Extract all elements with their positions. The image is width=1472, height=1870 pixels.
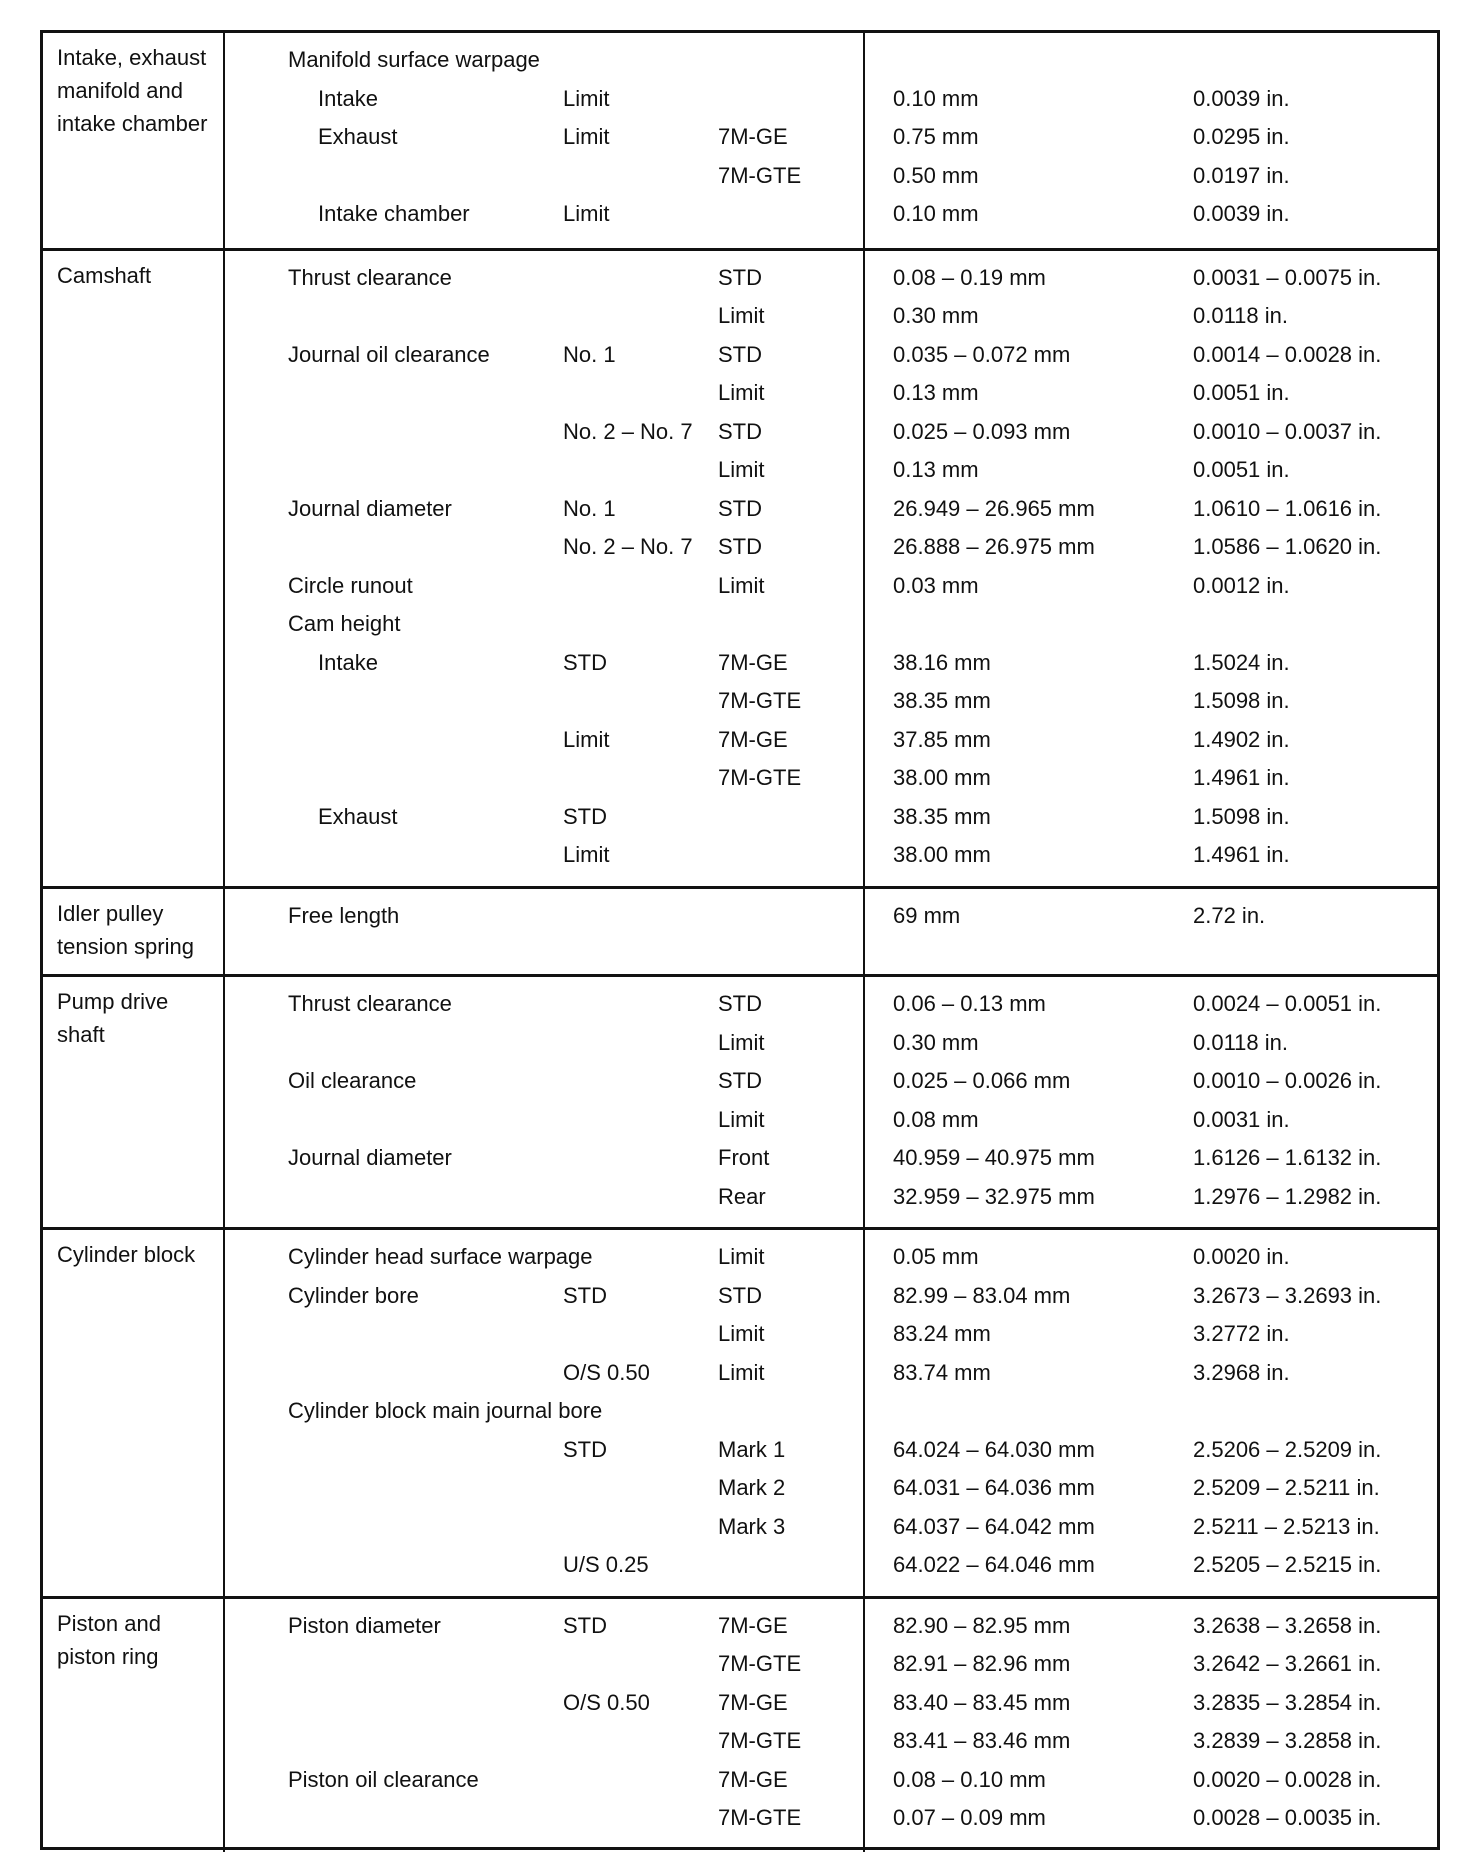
spec-item: Exhaust [318,124,398,149]
value-inch: 0.0012 in. [1193,572,1290,598]
section [43,886,1437,978]
value-mm: 38.00 mm [893,842,991,867]
value-inch: 1.0610 – 1.0616 in. [1193,495,1382,521]
value-mm: 82.90 – 82.95 mm [893,1612,1071,1638]
spec-subitem: STD [563,803,607,829]
section-label: Piston and piston ring [57,1610,161,1669]
spec-condition: Mark 3 [718,1513,786,1539]
spec-item: Piston oil clearance [288,1766,479,1792]
spec-subitem: No. 1 [563,495,616,521]
section [43,974,1437,1230]
value-inch: 1.5024 in. [1193,649,1290,675]
value-mm: 0.06 – 0.13 mm [893,991,1046,1016]
spec-condition: Limit [718,457,765,482]
value-inch: 0.0197 in. [1193,162,1290,188]
value-inch: 0.0020 in. [1193,1244,1290,1269]
value-mm: 64.031 – 64.036 mm [893,1475,1095,1500]
value-mm: 0.10 mm [893,85,979,111]
value-mm: 0.03 mm [893,572,979,598]
spec-item: Intake [318,85,378,111]
value-inch: 0.0014 – 0.0028 in. [1193,341,1382,367]
value-mm: 38.35 mm [893,803,991,829]
spec-item: Thrust clearance [288,991,452,1016]
spec-condition: STD [718,418,762,444]
spec-item: Cylinder block main journal bore [288,1398,603,1423]
spec-row [43,569,1437,607]
value-mm: 0.07 – 0.09 mm [893,1805,1046,1830]
spec-condition: 7M-GE [718,726,788,752]
value-mm: 83.41 – 83.46 mm [893,1728,1071,1753]
spec-subitem: Limit [563,201,610,226]
spec-row [43,453,1437,491]
value-mm: 37.85 mm [893,726,991,752]
spec-row [43,1471,1437,1509]
value-inch: 0.0031 in. [1193,1106,1290,1132]
value-inch: 0.0028 – 0.0035 in. [1193,1805,1382,1830]
spec-condition: 7M-GE [718,1612,788,1638]
spec-condition: 7M-GE [718,649,788,675]
spec-condition: 7M-GTE [718,688,802,713]
spec-row [43,492,1437,530]
spec-subitem: Limit [563,124,610,149]
spec-condition: Limit [718,572,765,598]
value-mm: 0.50 mm [893,162,979,188]
value-inch: 0.0010 – 0.0026 in. [1193,1068,1382,1093]
spec-row [43,646,1437,684]
spec-condition: STD [718,264,762,290]
spec-condition: Limit [718,303,765,328]
spec-table [40,30,1440,1850]
value-mm: 38.35 mm [893,688,991,713]
value-mm: 38.00 mm [893,765,991,790]
spec-row [43,82,1437,120]
spec-condition: Limit [718,1359,765,1385]
spec-row [43,1433,1437,1471]
value-mm: 0.025 – 0.066 mm [893,1068,1071,1093]
spec-subitem: STD [563,1436,607,1462]
spec-row [43,1548,1437,1586]
value-inch: 3.2968 in. [1193,1359,1290,1385]
value-inch: 3.2673 – 3.2693 in. [1193,1282,1382,1308]
spec-item: Cylinder head surface warpage [288,1244,593,1269]
spec-condition: Limit [718,1029,765,1055]
spec-row [43,761,1437,799]
spec-row [43,1026,1437,1064]
spec-row [43,1279,1437,1317]
value-mm: 64.037 – 64.042 mm [893,1513,1095,1539]
value-inch: 3.2835 – 3.2854 in. [1193,1689,1382,1715]
value-inch: 0.0051 in. [1193,457,1290,482]
spec-row [43,120,1437,158]
section-label: Cylinder block [57,1242,196,1267]
value-mm: 0.035 – 0.072 mm [893,341,1071,367]
spec-subitem: O/S 0.50 [563,1689,650,1715]
value-mm: 82.99 – 83.04 mm [893,1282,1071,1308]
value-mm: 26.888 – 26.975 mm [893,534,1095,559]
section [43,33,1437,248]
value-inch: 1.6126 – 1.6132 in. [1193,1145,1382,1170]
value-inch: 3.2638 – 3.2658 in. [1193,1612,1382,1638]
spec-row [43,838,1437,876]
value-mm: 40.959 – 40.975 mm [893,1145,1095,1170]
spec-item: Free length [288,902,400,928]
spec-subitem: No. 2 – No. 7 [563,534,693,559]
spec-row [43,1801,1437,1839]
spec-row [43,530,1437,568]
value-inch: 0.0020 – 0.0028 in. [1193,1766,1382,1792]
value-mm: 0.025 – 0.093 mm [893,418,1071,444]
value-inch: 0.0010 – 0.0037 in. [1193,418,1382,444]
spec-row [43,684,1437,722]
value-inch: 2.5209 – 2.5211 in. [1193,1475,1380,1500]
spec-condition: Limit [718,1244,765,1269]
spec-row [43,899,1437,937]
spec-item: Manifold surface warpage [288,47,540,72]
section-label: Pump drive shaft [57,989,169,1047]
spec-condition: STD [718,991,762,1016]
spec-item: Journal oil clearance [288,341,490,367]
value-inch: 0.0295 in. [1193,124,1290,149]
value-inch: 2.5206 – 2.5209 in. [1193,1436,1382,1462]
value-mm: 0.75 mm [893,124,979,149]
value-mm: 82.91 – 82.96 mm [893,1651,1071,1676]
spec-item: Intake chamber [318,201,470,226]
spec-condition: STD [718,1282,762,1308]
spec-row [43,800,1437,838]
spec-item: Oil clearance [288,1068,417,1093]
value-inch: 0.0118 in. [1193,1029,1289,1055]
value-mm: 83.74 mm [893,1359,991,1385]
value-inch: 2.5205 – 2.5215 in. [1193,1552,1382,1577]
value-mm: 0.30 mm [893,303,979,328]
value-mm: 0.13 mm [893,457,979,482]
spec-condition: STD [718,341,762,367]
spec-item: Journal diameter [288,495,452,521]
spec-condition: Limit [718,1321,765,1346]
value-mm: 0.13 mm [893,380,979,405]
spec-row [43,723,1437,761]
value-inch: 0.0118 in. [1193,303,1289,328]
section-label: Idler pulley tension spring [57,900,194,959]
spec-subitem: Limit [563,85,610,111]
spec-row [43,1103,1437,1141]
value-inch: 3.2642 – 3.2661 in. [1193,1651,1382,1676]
value-inch: 0.0031 – 0.0075 in. [1193,264,1382,290]
spec-item: Intake [318,649,378,675]
spec-row [43,1180,1437,1218]
spec-row [43,987,1437,1025]
spec-item: Thrust clearance [288,264,452,290]
spec-condition: 7M-GE [718,1766,788,1792]
spec-item: Piston diameter [288,1612,441,1638]
spec-condition: 7M-GTE [718,1651,802,1676]
section-label: Intake, exhaust manifold and intake chamber [57,45,208,136]
value-mm: 0.08 – 0.10 mm [893,1766,1046,1792]
spec-row [43,607,1437,645]
spec-condition: Front [718,1145,770,1170]
value-mm: 64.022 – 64.046 mm [893,1552,1095,1577]
section [43,1227,1437,1599]
spec-row [43,1064,1437,1102]
spec-row [43,1141,1437,1179]
spec-condition: 7M-GE [718,1689,788,1715]
spec-row [43,415,1437,453]
spec-subitem: STD [563,1282,607,1308]
value-mm: 0.10 mm [893,201,979,226]
spec-row [43,299,1437,337]
spec-condition: 7M-GTE [718,1728,802,1753]
value-inch: 2.5211 – 2.5213 in. [1193,1513,1380,1539]
value-mm: 69 mm [893,902,961,928]
section [43,1596,1437,1852]
spec-row [43,1356,1437,1394]
section-label: Camshaft [57,262,152,288]
spec-row [43,1240,1437,1278]
spec-row [43,376,1437,414]
spec-row [43,1686,1437,1724]
spec-condition: Limit [718,380,765,405]
spec-item: Exhaust [318,803,398,829]
spec-row [43,1317,1437,1355]
value-inch: 0.0051 in. [1193,380,1290,405]
spec-condition: 7M-GTE [718,1805,802,1830]
spec-item: Cylinder bore [288,1282,419,1308]
spec-row [43,1609,1437,1647]
spec-condition: Mark 1 [718,1436,786,1462]
value-inch: 1.4961 in. [1193,842,1290,867]
spec-condition: 7M-GTE [718,162,802,188]
spec-row [43,1763,1437,1801]
spec-subitem: Limit [563,726,610,752]
spec-condition: STD [718,1068,762,1093]
value-inch: 0.0024 – 0.0051 in. [1193,991,1382,1016]
spec-subitem: U/S 0.25 [563,1552,649,1577]
spec-row [43,338,1437,376]
spec-row [43,197,1437,235]
spec-row [43,1724,1437,1762]
spec-condition: Rear [718,1183,766,1209]
value-mm: 32.959 – 32.975 mm [893,1183,1095,1209]
section [43,248,1437,889]
spec-row [43,1394,1437,1432]
value-inch: 1.4961 in. [1193,765,1290,790]
value-mm: 0.08 – 0.19 mm [893,264,1046,290]
spec-condition: Mark 2 [718,1475,786,1500]
value-inch: 1.5098 in. [1193,803,1290,829]
value-mm: 0.08 mm [893,1106,979,1132]
spec-condition: STD [718,534,762,559]
spec-item: Circle runout [288,572,413,598]
spec-condition: 7M-GTE [718,765,802,790]
value-mm: 38.16 mm [893,649,991,675]
value-inch: 3.2772 in. [1193,1321,1290,1346]
value-inch: 0.0039 in. [1193,85,1290,111]
value-mm: 0.05 mm [893,1244,979,1269]
spec-row [43,1510,1437,1548]
spec-item: Cam height [288,611,401,636]
spec-subitem: STD [563,1612,607,1638]
value-inch: 2.72 in. [1193,902,1266,928]
spec-condition: Limit [718,1106,765,1132]
spec-subitem: No. 2 – No. 7 [563,418,693,444]
value-inch: 1.0586 – 1.0620 in. [1193,534,1382,559]
spec-condition: 7M-GE [718,124,788,149]
value-inch: 1.2976 – 1.2982 in. [1193,1183,1382,1209]
spec-subitem: O/S 0.50 [563,1359,650,1385]
value-mm: 0.30 mm [893,1029,979,1055]
value-mm: 64.024 – 64.030 mm [893,1436,1095,1462]
spec-subitem: STD [563,649,607,675]
spec-row [43,159,1437,197]
value-inch: 3.2839 – 3.2858 in. [1193,1728,1382,1753]
spec-condition: STD [718,495,762,521]
value-inch: 1.5098 in. [1193,688,1290,713]
spec-subitem: No. 1 [563,341,616,367]
value-mm: 83.24 mm [893,1321,991,1346]
value-mm: 26.949 – 26.965 mm [893,495,1095,521]
value-inch: 1.4902 in. [1193,726,1290,752]
spec-row [43,43,1437,81]
spec-row [43,261,1437,299]
spec-subitem: Limit [563,842,610,867]
value-inch: 0.0039 in. [1193,201,1290,226]
spec-item: Journal diameter [288,1145,452,1170]
spec-row [43,1647,1437,1685]
value-mm: 83.40 – 83.45 mm [893,1689,1071,1715]
